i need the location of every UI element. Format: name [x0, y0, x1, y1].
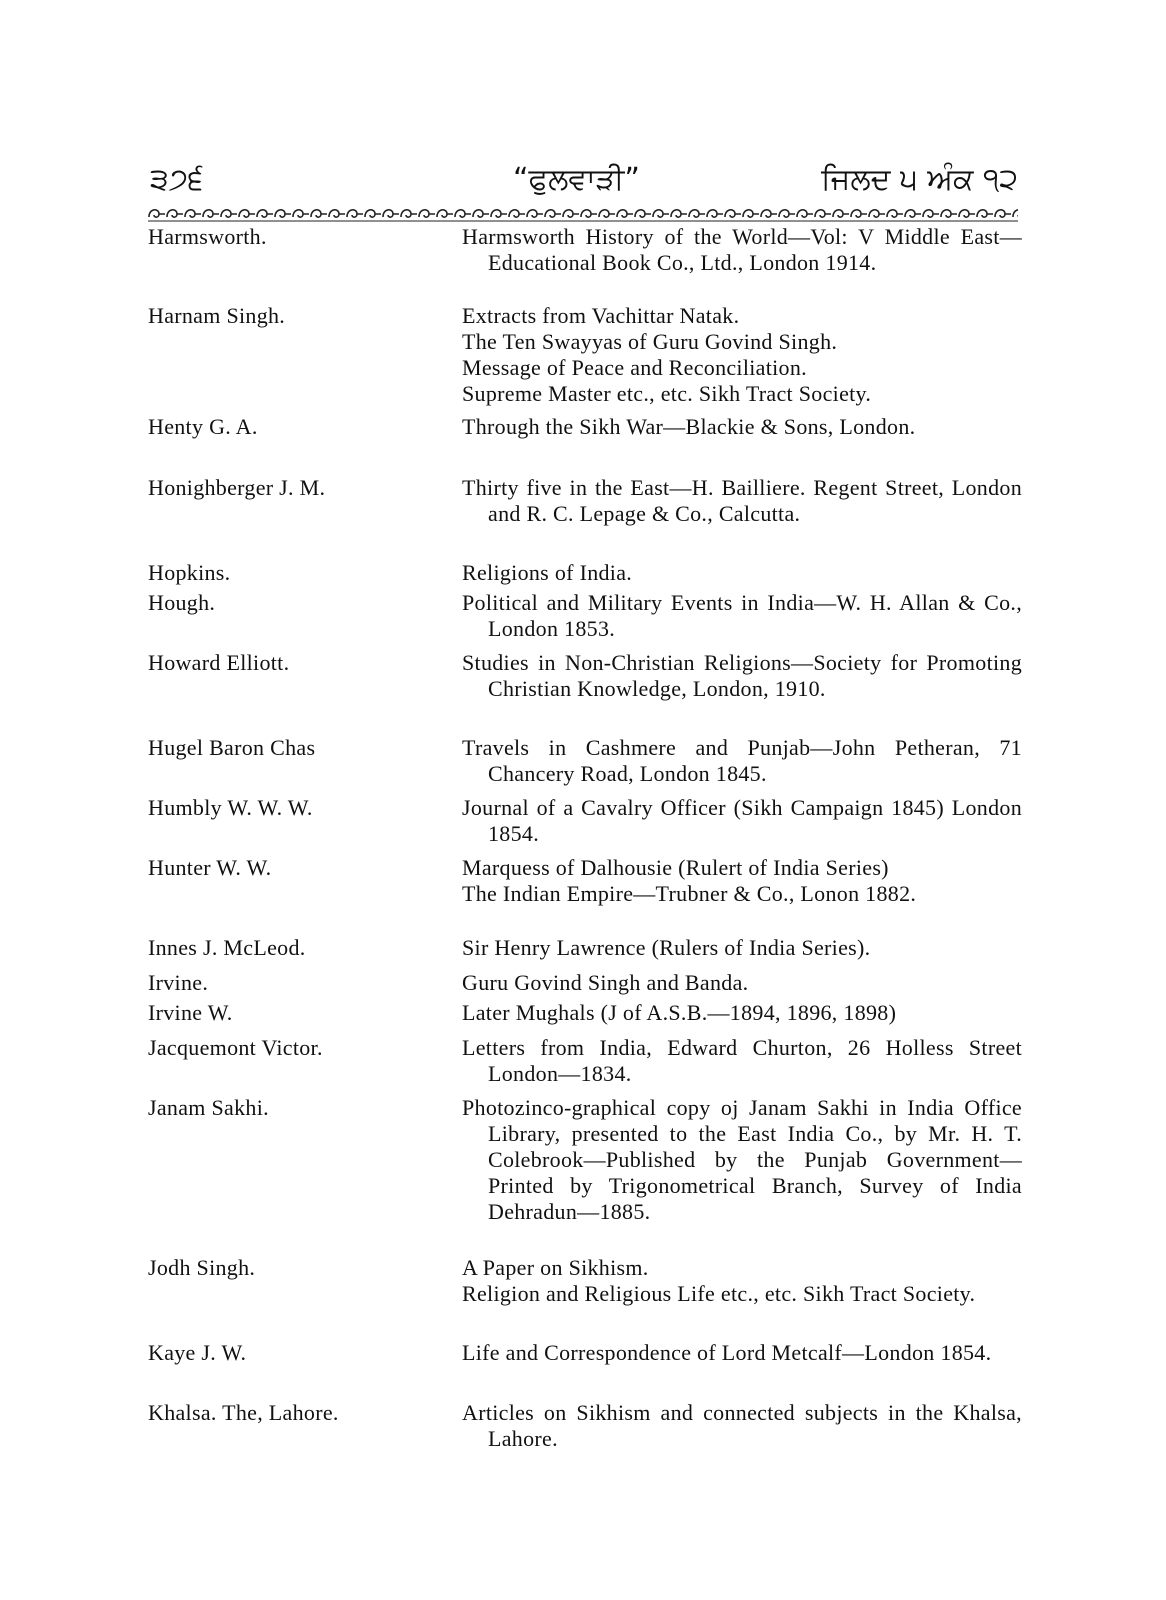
entry-author: Janam Sakhi. [148, 1095, 269, 1120]
entry-works [462, 414, 1022, 440]
page-number: ੩੭੬ [150, 162, 204, 197]
entry-works [462, 855, 1022, 907]
entry-works [462, 1095, 1022, 1225]
entry-works [462, 224, 1022, 276]
entry-works [462, 1255, 1022, 1307]
entry-author: Khalsa. The, Lahore. [148, 1400, 339, 1425]
entry-work: Marquess of Dalhousie (Rulert of India Series) [462, 855, 889, 880]
entry-work: Thirty five in the East—H. Bailliere. Regent Street, London and R. C. Lepage & Co., Calcutta. [462, 475, 1022, 526]
entry-work: Supreme Master etc., etc. Sikh Tract Society. [462, 381, 872, 406]
entry-work: Sir Henry Lawrence (Rulers of India Series). [462, 935, 871, 960]
entry-works [462, 650, 1022, 702]
entry-author: Hopkins. [148, 560, 231, 585]
entry-works [462, 1340, 1022, 1366]
entry-work: Through the Sikh War—Blackie & Sons, London. [462, 414, 916, 439]
entry-author: Irvine. [148, 970, 209, 995]
entry-work: Articles on Sikhism and connected subjects in the Khalsa, Lahore. [462, 1400, 1022, 1451]
entry-author: Innes J. McLeod. [148, 935, 306, 960]
entry-work: Harmsworth History of the World—Vol: V Middle East—Educational Book Co., Ltd., London 1914. [462, 224, 1022, 275]
entry-work: Extracts from Vachittar Natak. [462, 303, 740, 328]
volume-issue: ਜਿਲਦ ੫ ਅੰਕ ੧੨ [821, 162, 1018, 197]
entry-works [462, 795, 1022, 847]
entry-works [462, 935, 1022, 961]
entry-work: Guru Govind Singh and Banda. [462, 970, 749, 995]
entry-author: Humbly W. W. W. [148, 795, 313, 820]
entry-author: Henty G. A. [148, 414, 258, 439]
entry-author: Kaye J. W. [148, 1340, 247, 1365]
entry-author: Howard Elliott. [148, 650, 290, 675]
entry-work: The Indian Empire—Trubner & Co., Lonon 1882. [462, 881, 917, 906]
entry-works [462, 303, 1022, 407]
entry-author: Jacquemont Victor. [148, 1035, 323, 1060]
entry-author: Hough. [148, 590, 216, 615]
entry-works [462, 560, 1022, 586]
entry-author: Jodh Singh. [148, 1255, 256, 1280]
entry-works [462, 1000, 1022, 1026]
entry-work: Studies in Non-Christian Religions—Society for Promoting Christian Knowledge, London, 1910. [462, 650, 1022, 701]
entry-author: Harmsworth. [148, 224, 267, 249]
entry-author: Honighberger J. M. [148, 475, 326, 500]
journal-title: “ਫੁਲਵਾੜੀ” [513, 162, 640, 197]
entry-works [462, 475, 1022, 527]
entry-works [462, 735, 1022, 787]
entry-work: Political and Military Events in India—W. H. Allan & Co., London 1853. [462, 590, 1022, 641]
entry-work: Letters from India, Edward Churton, 26 Holless Street London—1834. [462, 1035, 1022, 1086]
entry-works [462, 1400, 1022, 1452]
entry-work: Message of Peace and Reconciliation. [462, 355, 807, 380]
entry-works [462, 970, 1022, 996]
entry-work: Religions of India. [462, 560, 633, 585]
entry-works [462, 1035, 1022, 1087]
entry-author: Hunter W. W. [148, 855, 272, 880]
entry-author: Hugel Baron Chas [148, 735, 316, 760]
entry-work: Life and Correspondence of Lord Metcalf—London 1854. [462, 1340, 992, 1365]
entry-work: Journal of a Cavalry Officer (Sikh Campaign 1845) London 1854. [462, 795, 1022, 846]
entry-author: Irvine W. [148, 1000, 233, 1025]
entry-work: Later Mughals (J of A.S.B.—1894, 1896, 1898) [462, 1000, 897, 1025]
entry-work: Travels in Cashmere and Punjab—John Petheran, 71 Chancery Road, London 1845. [462, 735, 1022, 786]
entry-works [462, 590, 1022, 642]
entry-work: A Paper on Sikhism. [462, 1255, 649, 1280]
entry-author: Harnam Singh. [148, 303, 286, 328]
entry-work: Religion and Religious Life etc., etc. Sikh Tract Society. [462, 1281, 976, 1306]
entry-work: The Ten Swayyas of Guru Govind Singh. [462, 329, 838, 354]
entry-work: Photozinco-graphical copy oj Janam Sakhi in India Office Library, presented to the East India Co., by Mr. H. T. Colebrook—Published by the Punjab Government—Printed by Trigonometrical Branch, Survey of India Dehradun—1885. [462, 1095, 1022, 1224]
